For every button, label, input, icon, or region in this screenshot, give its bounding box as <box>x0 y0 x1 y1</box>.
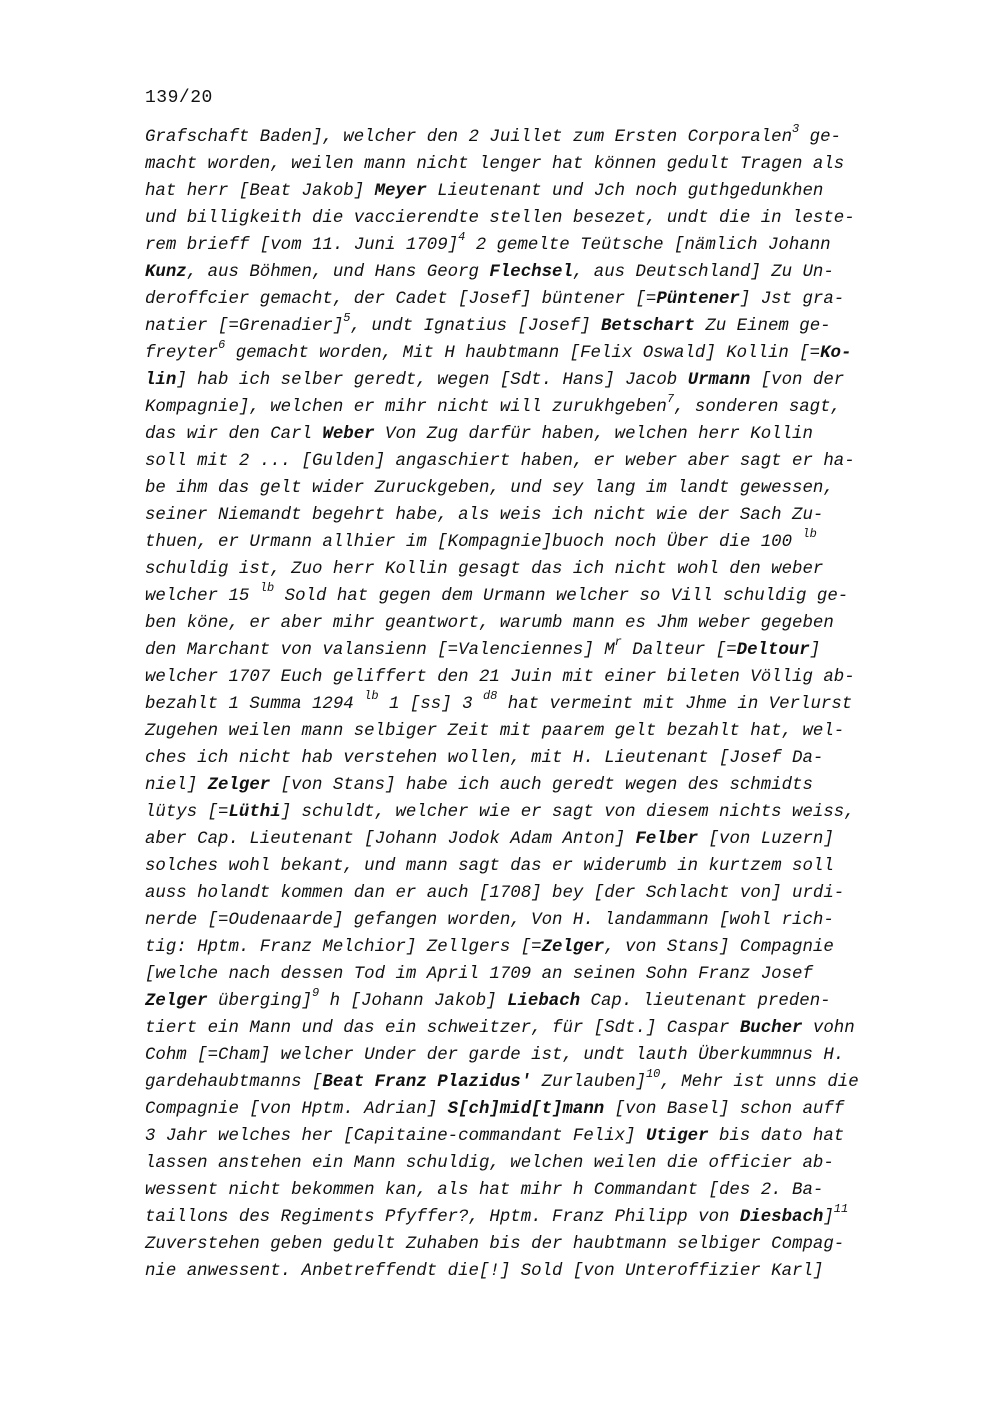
text-run: überging] <box>207 992 312 1011</box>
text-line <box>145 421 935 448</box>
text-line <box>145 907 935 934</box>
text-run: nie anwessent. Anbetreffendt die[!] Sold [von Unteroffizier Karl] <box>145 1262 824 1281</box>
text-run: hat vermeint mit Jhme in Verlurst <box>497 695 853 714</box>
name-emphasis: Zelger <box>145 992 208 1011</box>
text-line <box>145 691 935 718</box>
name-emphasis: Urmann <box>687 371 751 390</box>
text-run: [von Basel] schon auff <box>604 1100 845 1119</box>
text-line <box>145 124 935 151</box>
name-emphasis: Ko- <box>820 344 852 363</box>
text-run: welcher 15 <box>145 587 260 606</box>
text-run: , aus Deutschland] Zu Un- <box>572 263 834 282</box>
name-emphasis: Betschart <box>600 317 695 336</box>
footnote-marker: 10 <box>645 1067 661 1082</box>
name-emphasis: Flechsel <box>489 263 573 282</box>
text-line <box>145 772 935 799</box>
name-emphasis: S[ch]mid[t]mann <box>447 1100 605 1119</box>
name-emphasis: Kunz <box>145 263 187 282</box>
name-emphasis: Zelger <box>541 938 605 957</box>
name-emphasis: Püntener <box>656 290 740 309</box>
text-run: tig: Hptm. Franz Melchior] Zellgers [= <box>145 938 542 957</box>
text-line <box>145 367 935 394</box>
text-line <box>145 475 935 502</box>
text-run: natier [=Grenadier] <box>145 317 344 336</box>
text-line <box>145 799 935 826</box>
footnote-marker: 7 <box>666 392 675 407</box>
text-line <box>145 205 935 232</box>
text-run: h [Johann Jakob] <box>319 992 508 1011</box>
text-run: ] Jst gra- <box>739 290 845 309</box>
text-run: 1 [ss] 3 <box>378 695 483 714</box>
text-line <box>145 961 935 988</box>
text-run: solches wohl bekant, und mann sagt das er widerumb in kurtzem soll <box>145 857 834 876</box>
text-line <box>145 637 935 664</box>
name-emphasis: Liebach <box>507 992 581 1011</box>
text-run: 2 gemelte Teütsche [nämlich Johann <box>465 236 831 255</box>
text-line <box>145 988 935 1015</box>
text-run: , sonderen sagt, <box>674 398 841 417</box>
text-run: Zu Einem ge- <box>694 317 831 336</box>
text-run: ] <box>823 1208 834 1227</box>
text-line <box>145 745 935 772</box>
text-run: [von Stans] habe ich auch geredt wegen des schmidts <box>270 776 813 795</box>
text-run: Von Zug darfür haben, welchen herr Kollin <box>374 425 813 444</box>
text-run: ben köne, er aber mihr geantwort, warumb mann es Jhm weber gegeben <box>145 614 834 633</box>
text-line <box>145 232 935 259</box>
text-run: Grafschaft Baden], welcher den 2 Juillet zum Ersten Corporalen <box>145 128 793 147</box>
text-run: , aus Böhmen, und Hans Georg <box>186 263 490 282</box>
text-run: Cap. lieutenant preden- <box>580 992 831 1011</box>
footnote-marker: r <box>614 635 622 650</box>
text-run: vohn <box>802 1019 855 1038</box>
text-line <box>145 178 935 205</box>
text-run: gemacht worden, Mit H haubtmann [Felix Oswald] Kollin [= <box>225 344 821 363</box>
footnote-marker: 6 <box>218 338 226 353</box>
text-run: Kompagnie], welchen er mihr nicht will zurukhgeben <box>145 398 667 417</box>
name-emphasis: Felber <box>635 830 699 849</box>
text-line <box>145 610 935 637</box>
text-run: macht worden, weilen mann nicht lenger hat können gedult Tragen als <box>145 155 845 174</box>
text-line <box>145 1204 935 1231</box>
text-run: Lieutenant und Jch noch guthgedunkhen <box>426 182 824 201</box>
text-run: ches ich nicht hab verstehen wollen, mit H. Lieutenant [Josef Da- <box>145 749 824 768</box>
text-run: thuen, er Urmann allhier im [Kompagnie]buoch noch Über die 100 <box>145 533 803 552</box>
text-run: lütys [= <box>145 803 229 822</box>
text-run: [welche nach dessen Tod im April 1709 an seinen Sohn Franz Josef <box>145 965 813 984</box>
footnote-marker: 11 <box>833 1202 849 1217</box>
text-run: 3 Jahr welches her [Capitaine-commandant Felix] <box>145 1127 646 1146</box>
text-line <box>145 1258 935 1285</box>
text-run: lassen anstehen ein Mann schuldig, welchen weilen die officier ab- <box>145 1154 834 1173</box>
footnote-marker: 4 <box>458 230 466 245</box>
text-line <box>145 1123 935 1150</box>
text-line <box>145 1042 935 1069</box>
name-emphasis: Utiger <box>645 1127 709 1146</box>
name-emphasis: Beat Franz Plazidus' <box>322 1073 532 1092</box>
text-line <box>145 1177 935 1204</box>
text-run: auss holandt kommen dan er auch [1708] bey [der Schlacht von] urdi- <box>145 884 845 903</box>
text-line <box>145 1015 935 1042</box>
text-run: bis dato hat <box>708 1127 845 1146</box>
text-run: niel] <box>145 776 208 795</box>
text-line <box>145 1231 935 1258</box>
name-emphasis: Deltour <box>736 641 810 660</box>
text-line <box>145 880 935 907</box>
text-run: wessent nicht bekommen kan, als hat mihr h Commandant [des 2. Ba- <box>145 1181 824 1200</box>
text-line <box>145 583 935 610</box>
text-run: aber Cap. Lieutenant [Johann Jodok Adam Anton] <box>145 830 636 849</box>
text-run: tiert ein Mann und das ein schweitzer, für [Sdt.] Caspar <box>145 1019 740 1038</box>
text-run: hat herr [Beat Jakob] <box>145 182 375 201</box>
text-run: Zugehen weilen mann selbiger Zeit mit paarem gelt bezahlt hat, wel- <box>145 722 845 741</box>
text-run: nerde [=Oudenaarde] gefangen worden, Von H. landammann [wohl rich- <box>145 911 834 930</box>
text-run: [von der <box>750 371 845 390</box>
footnote-marker: d8 <box>482 689 498 704</box>
footnote-marker: lb <box>259 581 275 596</box>
text-line <box>145 151 935 178</box>
text-run: Zurlauben] <box>531 1073 646 1092</box>
text-line <box>145 529 935 556</box>
text-run: Zuverstehen geben gedult Zuhaben bis der haubtmann selbiger Compag- <box>145 1235 845 1254</box>
text-line <box>145 718 935 745</box>
text-run: deroffcier gemacht, der Cadet [Josef] büntener [= <box>145 290 657 309</box>
text-run: welcher 1707 Euch geliffert den 21 Juin mit einer bileten Völlig ab- <box>145 668 855 687</box>
text-line <box>145 340 935 367</box>
text-line <box>145 1150 935 1177</box>
text-line <box>145 826 935 853</box>
name-emphasis: Meyer <box>374 182 427 201</box>
footnote-marker: 9 <box>312 986 320 1001</box>
text-run: schuldig ist, Zuo herr Kollin gesagt das ich nicht wohl den weber <box>145 560 824 579</box>
footnote-marker: lb <box>364 689 379 704</box>
name-emphasis: Diesbach <box>739 1208 824 1227</box>
name-emphasis: lin <box>145 371 177 390</box>
text-run: bezahlt 1 Summa 1294 <box>145 695 365 714</box>
text-line <box>145 448 935 475</box>
text-run: rem brieff [vom 11. Juni 1709] <box>145 236 459 255</box>
text-run: den Marchant von valansienn [=Valenciennes] M <box>145 641 615 660</box>
text-run: taillons des Regiments Pfyffer?, Hptm. Franz Philipp von <box>145 1208 740 1227</box>
text-run: ] hab ich selber geredt, wegen [Sdt. Hans] Jacob <box>176 371 688 390</box>
text-line <box>145 853 935 880</box>
text-line <box>145 1096 935 1123</box>
text-run: Sold hat gegen dem Urmann welcher so Vill schuldig ge- <box>274 587 849 606</box>
text-run: und billigkeith die vaccierendte stellen besezet, undt die in leste- <box>145 209 855 228</box>
name-emphasis: Lüthi <box>228 803 281 822</box>
text-line <box>145 502 935 529</box>
text-run: das wir den Carl <box>145 425 323 444</box>
text-line <box>145 259 935 286</box>
name-emphasis: Weber <box>322 425 375 444</box>
text-run: , Mehr ist unns die <box>660 1073 859 1092</box>
text-line <box>145 556 935 583</box>
page-number: 139/20 <box>145 88 213 108</box>
text-run: , von Stans] Compagnie <box>604 938 834 957</box>
text-run: gardehaubtmanns [ <box>145 1073 323 1092</box>
footnote-marker: 5 <box>343 311 351 326</box>
text-run: [von Luzern] <box>698 830 834 849</box>
text-run: , undt Ignatius [Josef] <box>350 317 601 336</box>
text-run: soll mit 2 ... [Gulden] angaschiert haben, er weber aber sagt er ha- <box>145 452 855 471</box>
text-line <box>145 664 935 691</box>
text-run: ge- <box>799 128 841 147</box>
text-run: Cohm [=Cham] welcher Under der garde ist, undt lauth Überkummnus H. <box>145 1046 845 1065</box>
text-run: be ihm das gelt wider Zuruckgeben, und sey lang im landt gewessen, <box>145 479 834 498</box>
name-emphasis: Zelger <box>207 776 271 795</box>
text-line <box>145 286 935 313</box>
footnote-marker: 3 <box>792 122 800 137</box>
text-run: ] schuldt, welcher wie er sagt von diesem nichts weiss, <box>280 803 855 822</box>
transcription-body <box>145 124 935 1285</box>
text-run: Compagnie [von Hptm. Adrian] <box>145 1100 448 1119</box>
text-run: Dalteur [= <box>621 641 737 660</box>
text-line <box>145 394 935 421</box>
text-run: ] <box>809 641 821 660</box>
name-emphasis: Bucher <box>739 1019 803 1038</box>
text-line <box>145 313 935 340</box>
text-line <box>145 1069 935 1096</box>
text-run: freyter <box>145 344 219 363</box>
text-line <box>145 934 935 961</box>
footnote-marker: lb <box>802 527 817 542</box>
text-run: seiner Niemandt begehrt habe, als weis ich nicht wie der Sach Zu- <box>145 506 824 525</box>
